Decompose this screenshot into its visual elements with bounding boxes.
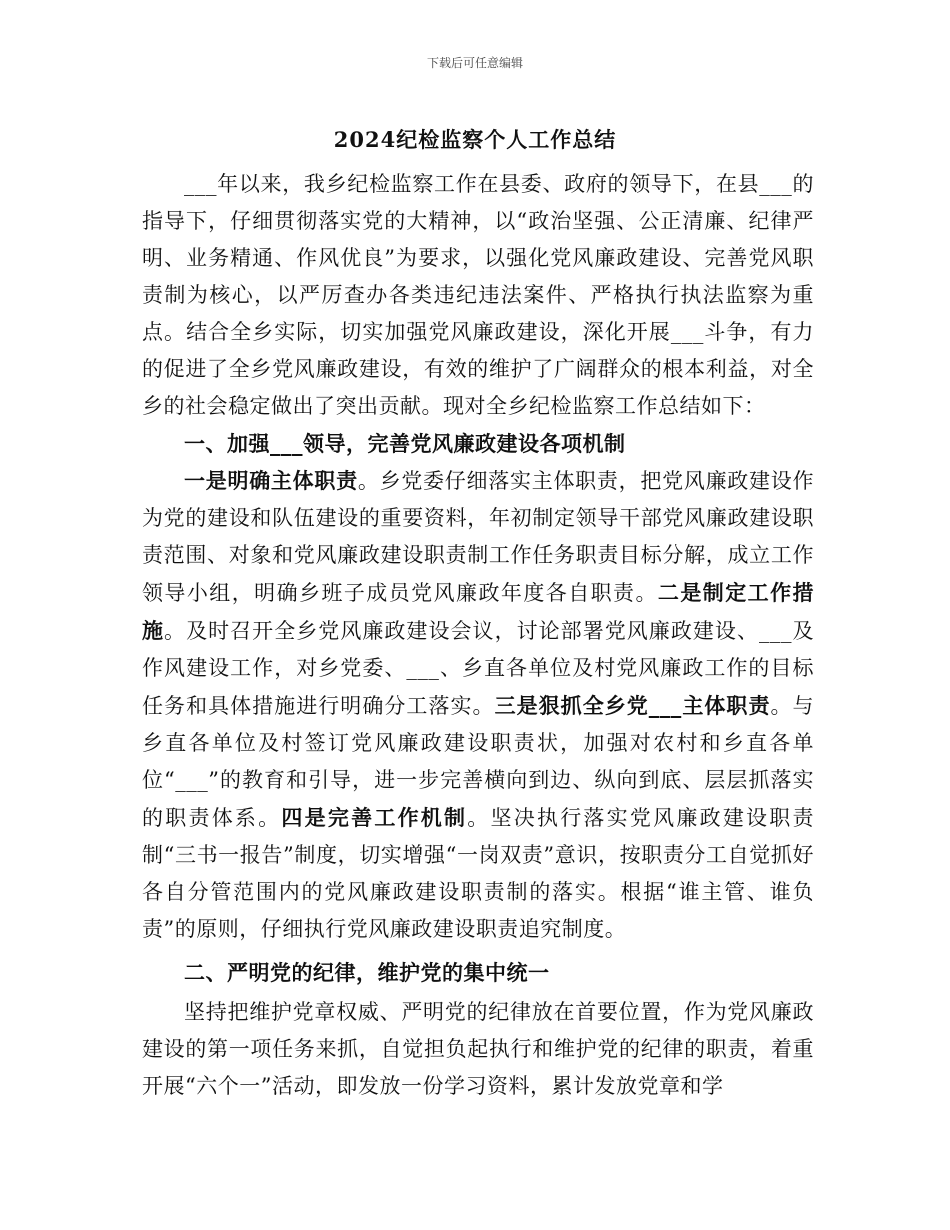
section-2-paragraph: 坚持把维护党章权威、严明党的纪律放在首要位置，作为党风廉政建设的第一项任务来抓，自觉担负起执行和维护党的纪律的职责，着重开展“六个一”活动，即发放一份学习资料，累计发放党章和学 <box>142 1000 814 1098</box>
point-2-lead: 二是制定工作措施 <box>142 580 815 643</box>
section-2-heading: 二、严明党的纪律，维护党的集中统一 <box>184 960 550 985</box>
document-title: 2024纪检监察个人工作总结 <box>333 127 617 152</box>
point-1-lead: 一是明确主体职责 <box>184 468 358 493</box>
document-body <box>142 166 814 1105</box>
page-header: 下载后可任意编辑 <box>426 56 523 70</box>
section-1-paragraph <box>142 462 814 948</box>
intro-paragraph: ___年以来，我乡纪检监察工作在县委、政府的领导下，在县___的指导下，仔细贯彻落实党的大精神，以“政治坚强、公正清廉、纪律严明、业务精通、作风优良”为要求，以强化党风廉政建设、完善党风职责制为核心，以严厉查办各类违纪违法案件、严格执行执法监察为重点。结合全乡实际，切实加强党风廉政建设，深化开展___斗争，有力的促进了全乡党风廉政建设，有效的维护了广阔群众的根本利益，对全乡的社会稳定做出了突出贡献。现对全乡纪检监察工作总结如下： <box>142 172 814 418</box>
point-4-lead: 四是完善工作机制 <box>281 805 468 830</box>
point-2-text: 。及时召开全乡党风廉政建设会议，讨论部署党风廉政建设、___及作风建设工作，对乡党委、___、乡直各单位及村党风廉政工作的目标任务和具体措施进行明确分工落实。 <box>142 619 815 718</box>
point-3-text: 。与乡直各单位及村签订党风廉政建设职责状，加强对农村和乡直各单位“___”的教育和引导，进一步完善横向到边、纵向到底、层层抓落实的职责体系。 <box>142 694 815 830</box>
point-4-text: 。坚决执行落实党风廉政建设职责制“三书一报告”制度，切实增强“一岗双责”意识，按职责分工自觉抓好各自分管范围内的党风廉政建设职责制的落实。根据“谁主管、谁负责”的原则，仔细执行党风廉政建设职责追究制度。 <box>142 806 815 941</box>
point-3-lead: 三是狠抓全乡党___主体职责 <box>494 693 771 718</box>
point-1-text: 。乡党委仔细落实主体职责，把党风廉政建设作为党的建设和队伍建设的重要资料，年初制定领导干部党风廉政建设职责范围、对象和党风廉政建设职责制工作任务职责目标分解，成立工作领导小组，明确乡班子成员党风廉政年度各自职责。 <box>142 469 815 605</box>
section-1-heading: 一、加强___领导，完善党风廉政建设各项机制 <box>184 431 626 456</box>
